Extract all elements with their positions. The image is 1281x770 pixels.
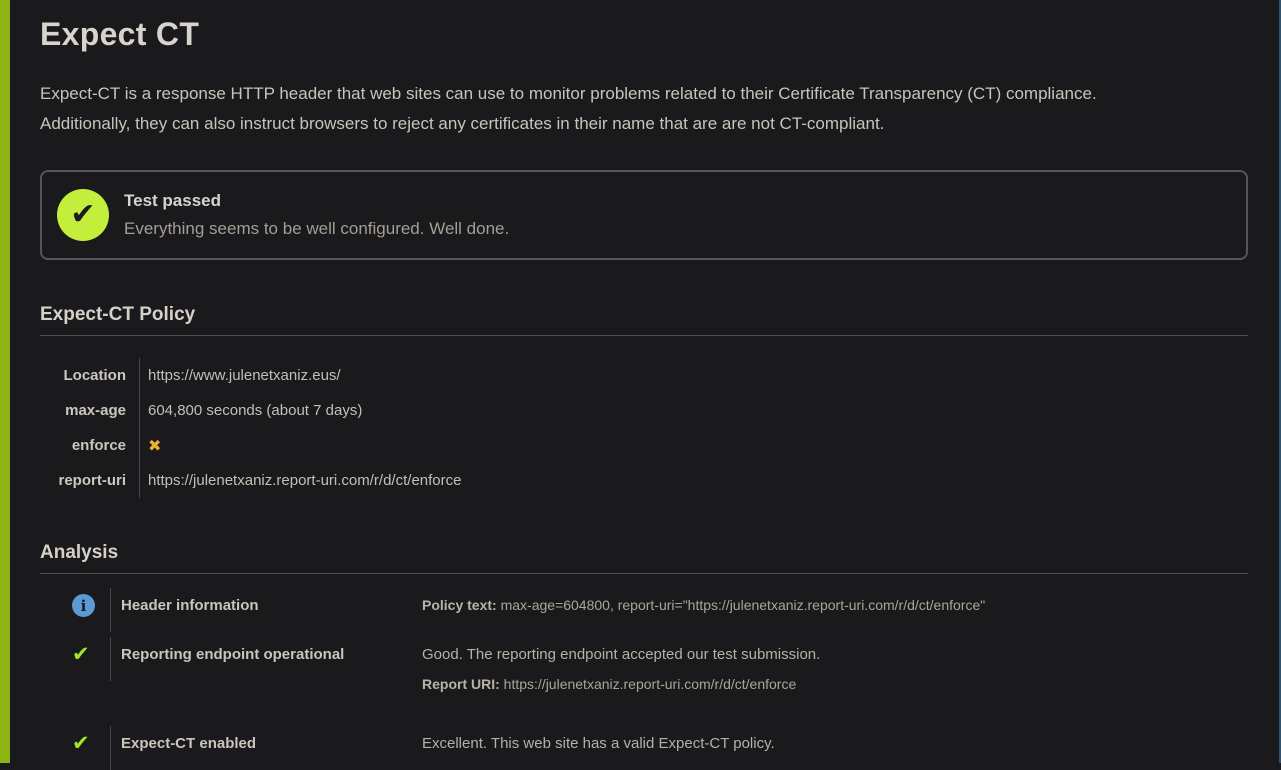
- table-row: [40, 393, 1248, 428]
- analysis-row-description: [422, 732, 1248, 755]
- table-row: [40, 463, 1248, 498]
- analysis-row-reporting-endpoint: [40, 643, 1248, 696]
- check-icon: ✔: [72, 731, 90, 755]
- info-icon: [72, 594, 95, 617]
- policy-maxage-value: 604,800 seconds (about 7 days): [148, 402, 363, 419]
- policy-text-label: Policy text:: [422, 597, 497, 613]
- analysis-row-header-information: [40, 594, 1248, 617]
- alert-message: Everything seems to be well configured. Well done.: [124, 219, 510, 238]
- policy-table: [40, 358, 1248, 498]
- policy-row-label: max-age: [40, 393, 140, 428]
- policy-row-label: Location: [40, 358, 140, 393]
- analysis-table: [40, 594, 1248, 755]
- info-icon-glyph: i: [80, 596, 87, 615]
- alert-text: [124, 191, 509, 239]
- analysis-row-expect-ct-enabled: [40, 732, 1248, 755]
- analysis-row-label: Header information: [121, 597, 259, 614]
- test-passed-alert: [40, 170, 1248, 260]
- analysis-row-label: Reporting endpoint operational: [121, 646, 345, 663]
- enabled-result-line: Excellent. This web site has a valid Expect-CT policy.: [422, 735, 775, 752]
- policy-enforce-value: [140, 428, 1248, 463]
- analysis-section: [40, 542, 1248, 755]
- check-icon: ✔: [72, 642, 90, 666]
- main-content: [40, 0, 1248, 755]
- left-accent-bar: [0, 0, 10, 763]
- policy-reporturi-value: https://julenetxaniz.report-uri.com/r/d/ct/enforce: [148, 472, 462, 489]
- table-row: [40, 358, 1248, 393]
- policy-text-value: max-age=604800, report-uri="https://julenetxaniz.report-uri.com/r/d/ct/enforce": [500, 597, 986, 613]
- policy-section: [40, 304, 1248, 498]
- policy-row-label: enforce: [40, 428, 140, 463]
- analysis-icon-cell: [40, 732, 110, 755]
- success-check-circle-icon: [57, 189, 109, 241]
- page-title: Expect CT: [40, 16, 200, 52]
- analysis-row-label: Expect-CT enabled: [121, 735, 257, 752]
- check-icon: ✔: [70, 196, 96, 232]
- cross-icon: ✖: [148, 436, 162, 455]
- policy-text-line: [422, 594, 1248, 617]
- analysis-icon-cell: [40, 643, 110, 666]
- table-row: [40, 428, 1248, 463]
- policy-location-value: https://www.julenetxaniz.eus/: [148, 367, 341, 384]
- report-uri-label: Report URI:: [422, 676, 500, 692]
- page-description: Expect-CT is a response HTTP header that web sites can use to monitor problems related to their Certificate Transparency (CT) compliance. Additionally, they can also instruct browsers to reject any certificates in their name that are are not CT-compliant.: [40, 84, 1097, 133]
- policy-section-heading: Expect-CT Policy: [40, 304, 1248, 336]
- analysis-row-description: [422, 643, 1248, 696]
- report-uri-value: https://julenetxaniz.report-uri.com/r/d/ct/enforce: [503, 676, 797, 692]
- alert-title: Test passed: [124, 191, 222, 210]
- analysis-row-description: [422, 594, 1248, 617]
- analysis-section-heading: Analysis: [40, 542, 1248, 574]
- endpoint-result-line: Good. The reporting endpoint accepted our test submission.: [422, 646, 821, 663]
- policy-row-label: report-uri: [40, 463, 140, 498]
- report-uri-line: [422, 673, 1248, 696]
- analysis-icon-cell: [40, 594, 110, 617]
